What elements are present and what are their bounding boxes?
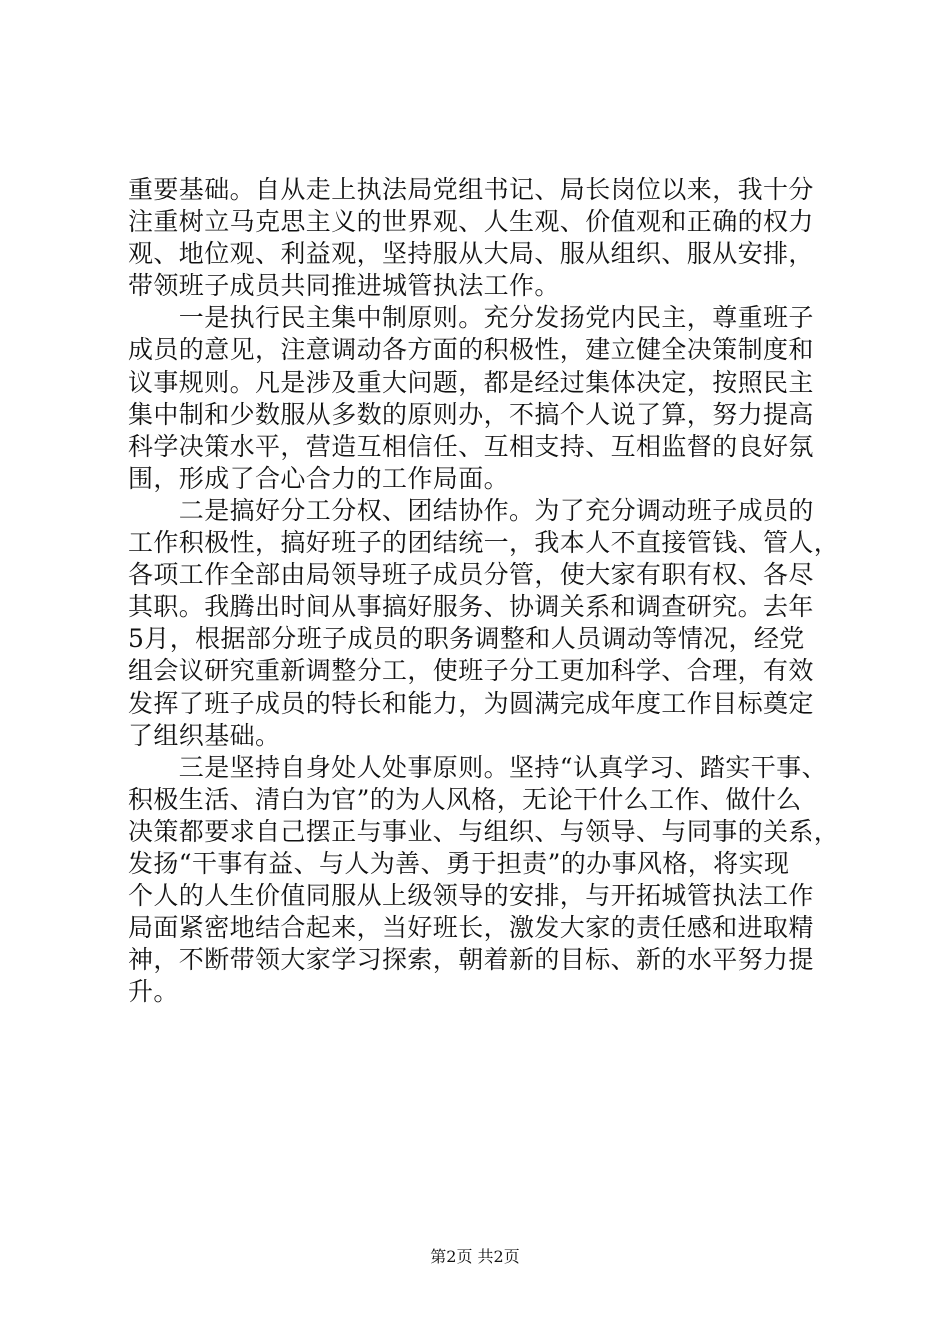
- text-line: 局面紧密地结合起来，当好班长，激发大家的责任感和进取精: [128, 913, 814, 943]
- text-line: 其职。我腾出时间从事搞好服务、协调关系和调查研究。去年: [128, 592, 814, 622]
- text-line: 成员的意见，注意调动各方面的积极性，建立健全决策制度和: [128, 335, 814, 365]
- text-line: 了组织基础。: [128, 720, 281, 750]
- text-line: 5月，根据部分班子成员的职务调整和人员调动等情况，经党: [128, 624, 805, 654]
- text-line: 重要基础。自从走上执法局党组书记、局长岗位以来，我十分: [128, 175, 814, 204]
- text-line: 发扬“干事有益、与人为善、勇于担责”的办事风格，将实现: [128, 848, 790, 878]
- text-line: 集中制和少数服从多数的原则办，不搞个人说了算，努力提高: [128, 399, 814, 429]
- text-line: 决策都要求自己摆正与事业、与组织、与领导、与同事的关系，: [128, 816, 840, 846]
- text-line: 积极生活、清白为官”的为人风格，无论干什么工作、做什么: [128, 784, 802, 814]
- text-line: 二是搞好分工分权、团结协作。为了充分调动班子成员的: [128, 495, 814, 525]
- text-line: 组会议研究重新调整分工，使班子分工更加科学、合理，有效: [128, 656, 814, 686]
- text-line: 发挥了班子成员的特长和能力，为圆满完成年度工作目标奠定: [128, 688, 814, 718]
- text-line: 三是坚持自身处人处事原则。坚持“认真学习、踏实干事、: [128, 752, 827, 782]
- text-line: 神，不断带领大家学习探索，朝着新的目标、新的水平努力提: [128, 945, 814, 975]
- text-line: 工作积极性，搞好班子的团结统一，我本人不直接管钱、管人，: [128, 528, 840, 558]
- text-line: 注重树立马克思主义的世界观、人生观、价值观和正确的权力: [128, 207, 814, 237]
- text-line: 一是执行民主集中制原则。充分发扬党内民主，尊重班子: [128, 303, 814, 333]
- text-line: 个人的人生价值同服从上级领导的安排，与开拓城管执法工作: [128, 881, 814, 911]
- body-text: [128, 174, 840, 1008]
- text-line: 各项工作全部由局领导班子成员分管，使大家有职有权、各尽: [128, 560, 814, 590]
- text-line: 议事规则。凡是涉及重大问题，都是经过集体决定，按照民主: [128, 367, 814, 397]
- text-line: 带领班子成员共同推进城管执法工作。: [128, 271, 560, 301]
- text-line: 观、地位观、利益观，坚持服从大局、服从组织、服从安排，: [128, 239, 814, 269]
- text-line: 科学决策水平，营造互相信任、互相支持、互相监督的良好氛: [128, 431, 814, 461]
- text-line: 围，形成了合心合力的工作局面。: [128, 463, 510, 493]
- text-line: 升。: [128, 977, 179, 1007]
- page-number-footer: 第2页 共2页: [430, 1247, 520, 1266]
